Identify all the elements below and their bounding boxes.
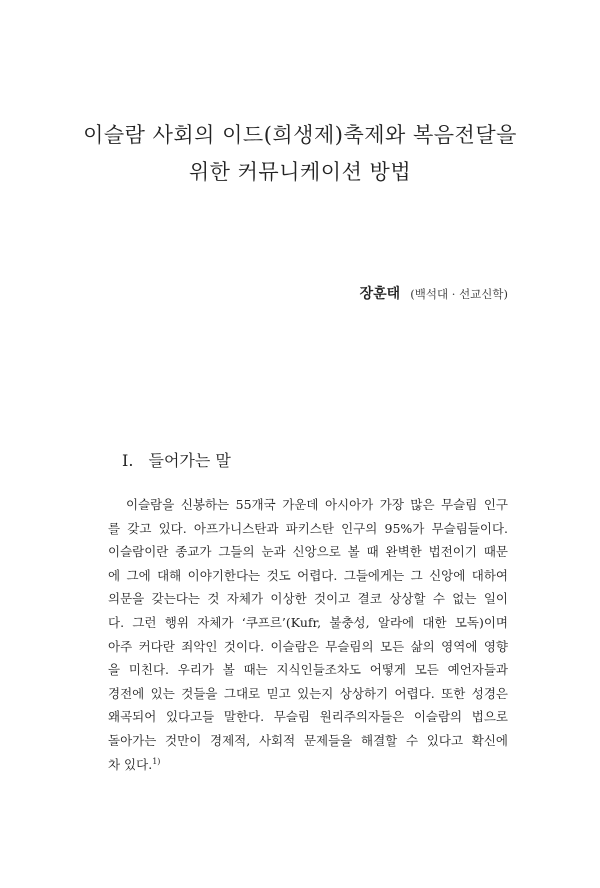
body-line: 의문을 갖는다는 것 자체가 이상한 것이고 결코 상상할 수 없는 일이 (108, 591, 508, 607)
author-name: 장훈태 (359, 286, 401, 302)
paper-title-line-1: 이슬람 사회의 이드(희생제)축제와 복음전달을 (83, 123, 517, 147)
body-line: 이슬람이란 종교가 그들의 눈과 신앙으로 볼 때 완벽한 법전이기 때문 (108, 544, 508, 560)
author-affiliation: (백석대 · 선교신학) (410, 287, 508, 301)
body-line: 왜곡되어 있다고들 말한다. 무슬림 원리주의자들은 이슬람의 법으로 (108, 709, 508, 725)
body-paragraph (108, 493, 508, 776)
body-line: 이슬람을 신봉하는 55개국 가운데 아시아가 가장 많은 무슬림 인구 (126, 497, 508, 512)
body-line: 에 그에 대해 이야기한다는 것도 어렵다. 그들에게는 그 신앙에 대하여 (108, 567, 508, 583)
body-line: 경전에 있는 것들을 그대로 믿고 있는지 상상하기 어렵다. 또한 성경은 (108, 685, 508, 701)
paper-title-line-2: 위한 커뮤니케이션 방법 (188, 160, 412, 184)
body-line-last (108, 753, 508, 777)
author-block (360, 283, 508, 303)
section-number: Ⅰ. (122, 451, 134, 470)
body-line: 을 미친다. 우리가 볼 때는 지식인들조차도 어떻게 모든 예언자들과 (108, 662, 508, 678)
body-line: 를 갖고 있다. 아프가니스탄과 파키스탄 인구의 95%가 무슬림들이다. (108, 520, 508, 536)
section-title: 들어가는 말 (148, 451, 231, 470)
section-heading (122, 450, 231, 472)
body-line: 다. 그런 행위 자체가 ‘쿠프르’(Kufr, 불충성, 알라에 대한 모독)이며 (108, 614, 508, 630)
body-line: 아주 커다란 죄악인 것이다. 이슬람은 무슬림의 모든 삶의 영역에 영향 (108, 638, 508, 654)
footnote-marker[interactable]: 1) (152, 756, 161, 766)
body-line-text: 차 있다. (108, 756, 153, 772)
body-line: 돌아가는 것만이 경제적, 사회적 문제들을 해결할 수 있다고 확신에 (108, 732, 508, 748)
